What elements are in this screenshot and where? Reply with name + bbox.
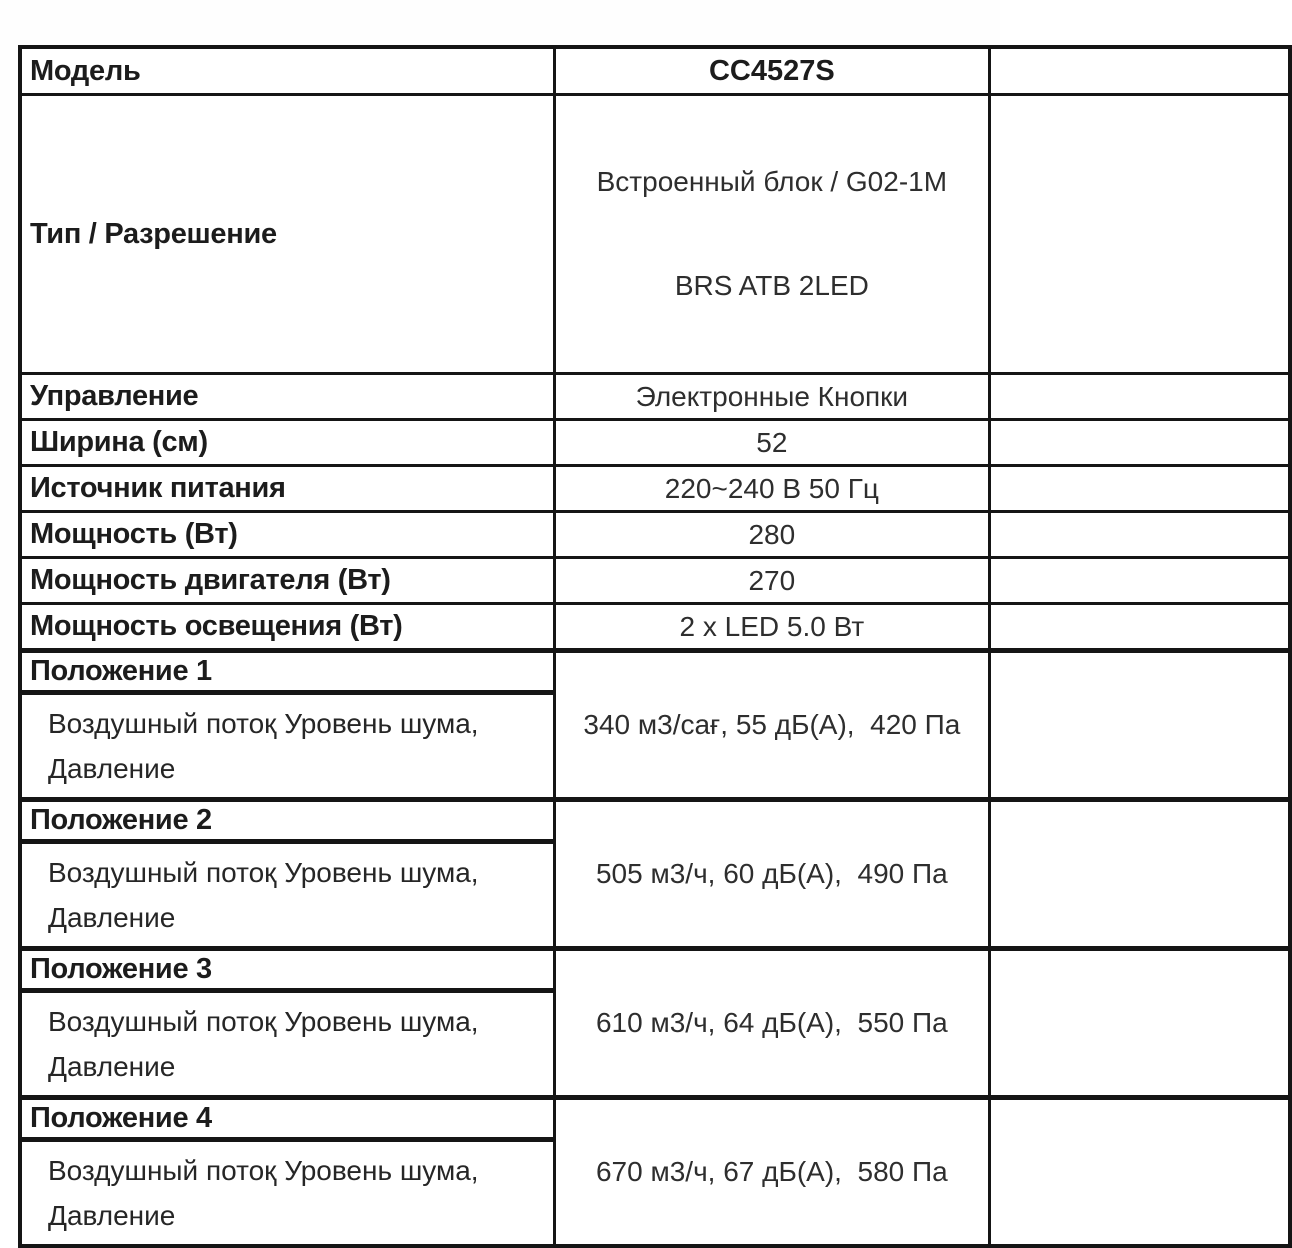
control-value: Электронные Кнопки	[555, 374, 989, 420]
position2-sublabel	[20, 842, 555, 949]
row-width	[20, 420, 1290, 466]
position3-sublabel	[20, 991, 555, 1098]
model-value: CC4527S	[555, 47, 989, 95]
position2-value: 505 м3/ч, 60 дБ(А), 490 Па	[555, 800, 989, 949]
power-value: 280	[555, 512, 989, 558]
type-value	[555, 95, 989, 374]
control-label: Управление	[20, 374, 555, 420]
row-model	[20, 47, 1290, 95]
position4-sublabel-line1: Воздушный потоқ Уровень шума,	[48, 1155, 479, 1186]
position2-sublabel-line1: Воздушный потоқ Уровень шума,	[48, 857, 479, 888]
position1-value: 340 м3/сағ, 55 дБ(А), 420 Па	[555, 651, 989, 800]
light-power-value: 2 x LED 5.0 Вт	[555, 604, 989, 651]
light-power-label: Мощность освещения (Вт)	[20, 604, 555, 651]
row-light-power	[20, 604, 1290, 651]
cutoff-column-cell	[989, 374, 1290, 420]
row-position3-header	[20, 949, 1290, 991]
position2-title: Положение 2	[20, 800, 555, 842]
position1-sublabel	[20, 693, 555, 800]
cutoff-column-cell	[989, 1098, 1290, 1247]
type-value-line2: BRS ATB 2LED	[674, 270, 869, 301]
position3-value: 610 м3/ч, 64 дБ(А), 550 Па	[555, 949, 989, 1098]
cutoff-column-cell	[989, 949, 1290, 1098]
motor-power-value: 270	[555, 558, 989, 604]
position3-title: Положение 3	[20, 949, 555, 991]
cutoff-column-cell	[989, 651, 1290, 800]
row-type	[20, 95, 1290, 374]
type-value-line1: Встроенный блок / G02-1M	[596, 166, 948, 197]
type-label: Тип / Разрешение	[20, 95, 555, 374]
power-source-value: 220~240 В 50 Гц	[555, 466, 989, 512]
position3-sublabel-line1: Воздушный потоқ Уровень шума,	[48, 1006, 479, 1037]
position3-sublabel-line2: Давление	[48, 1051, 176, 1082]
row-position4-header	[20, 1098, 1290, 1140]
cutoff-column-cell	[989, 512, 1290, 558]
cutoff-column-cell	[989, 420, 1290, 466]
cutoff-column-cell	[989, 558, 1290, 604]
specification-table	[18, 45, 1292, 1248]
row-power	[20, 512, 1290, 558]
position4-title: Положение 4	[20, 1098, 555, 1140]
motor-power-label: Мощность двигателя (Вт)	[20, 558, 555, 604]
position1-sublabel-line2: Давление	[48, 753, 176, 784]
position2-sublabel-line2: Давление	[48, 902, 176, 933]
model-label: Модель	[20, 47, 555, 95]
position4-sublabel-line2: Давление	[48, 1200, 176, 1231]
row-position1-header	[20, 651, 1290, 693]
row-motor-power	[20, 558, 1290, 604]
cutoff-column-cell	[989, 47, 1290, 95]
position1-sublabel-line1: Воздушный потоқ Уровень шума,	[48, 708, 479, 739]
power-label: Мощность (Вт)	[20, 512, 555, 558]
row-position2-header	[20, 800, 1290, 842]
cutoff-column-cell	[989, 466, 1290, 512]
cutoff-column-cell	[989, 95, 1290, 374]
row-control	[20, 374, 1290, 420]
position1-title: Положение 1	[20, 651, 555, 693]
power-source-label: Источник питания	[20, 466, 555, 512]
width-label: Ширина (см)	[20, 420, 555, 466]
cutoff-column-cell	[989, 800, 1290, 949]
position4-value: 670 м3/ч, 67 дБ(А), 580 Па	[555, 1098, 989, 1247]
cutoff-column-cell	[989, 604, 1290, 651]
width-value: 52	[555, 420, 989, 466]
row-power-source	[20, 466, 1290, 512]
position4-sublabel	[20, 1140, 555, 1247]
